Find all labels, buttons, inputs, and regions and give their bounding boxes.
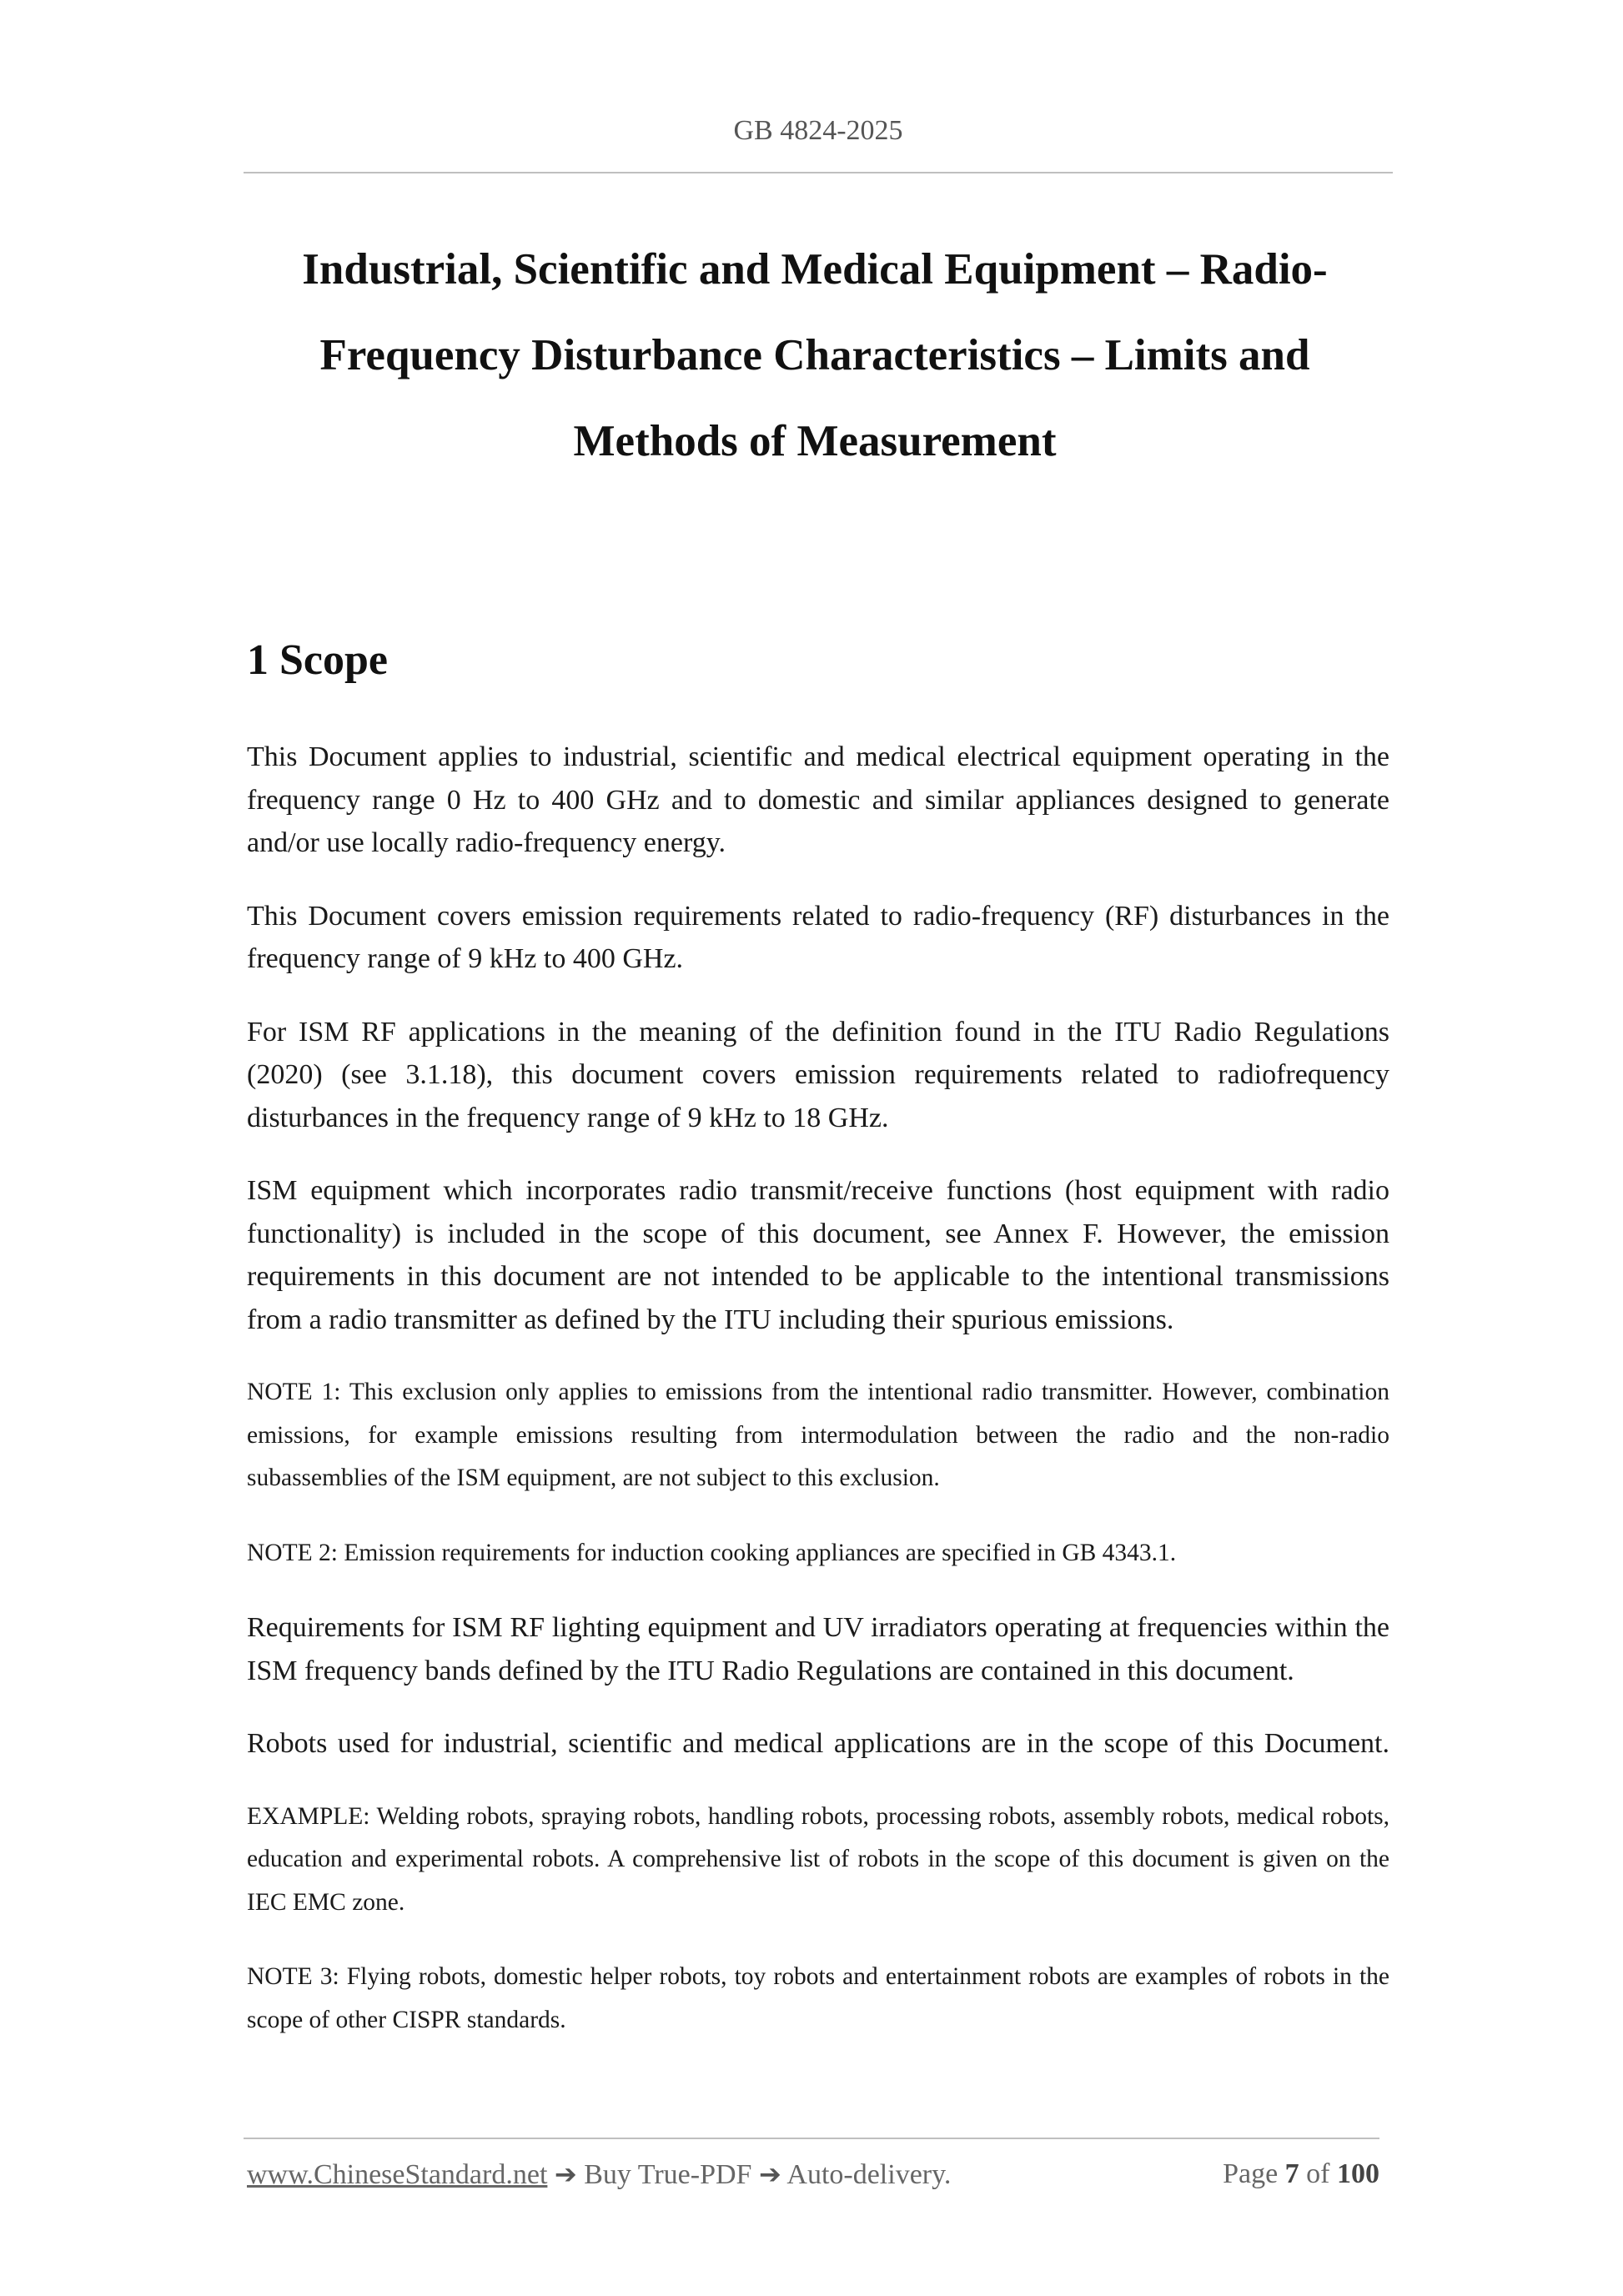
page-indicator	[1223, 2158, 1379, 2190]
header-divider	[244, 172, 1393, 173]
note: NOTE 3: Flying robots, domestic helper robots, toy robots and entertainment robots are examples of robots in the scope of other CISPR standards.	[247, 1963, 1389, 2033]
section-body	[247, 736, 1389, 2073]
paragraph: Robots used for industrial, scientific and medical applications are in the scope of this Document.	[247, 1728, 1389, 1759]
paragraph: This Document applies to industrial, scientific and medical electrical equipment operating in the frequency range 0 Hz to 400 GHz and to domestic and similar appliances designed to generate and/or use locally radio-frequency energy.	[247, 741, 1389, 858]
example: EXAMPLE: Welding robots, spraying robots, handling robots, processing robots, assembly robots, medical robots, education and experimental robots. A comprehensive list of robots in the scope of this document is given on the IEC EMC zone.	[247, 1802, 1389, 1916]
arrow-right-icon: ➔	[554, 2158, 577, 2190]
page-total: 100	[1337, 2158, 1379, 2189]
title-line: Frequency Disturbance Characteristics – Limits and	[319, 331, 1310, 379]
note: NOTE 2: Emission requirements for induction cooking appliances are specified in GB 4343.1.	[247, 1539, 1177, 1566]
paragraph: ISM equipment which incorporates radio transmit/receive functions (host equipment with radio functionality) is included in the scope of this document, see Annex F. However, the emission requirements in this document are not intended to be applicable to the intentional transmissions from a radio transmitter as defined by the ITU including their spurious emissions.	[247, 1175, 1389, 1335]
of-word: of	[1306, 2158, 1330, 2189]
paragraph: This Document covers emission requirements related to radio-frequency (RF) disturbances in the frequency range of 9 kHz to 400 GHz.	[247, 900, 1389, 974]
title-line: Industrial, Scientific and Medical Equipment – Radio-	[302, 245, 1328, 294]
title-line: Methods of Measurement	[573, 417, 1057, 465]
paragraph: For ISM RF applications in the meaning of the definition found in the ITU Radio Regulations (2020) (see 3.1.18), this document covers emission requirements related to radiofrequency disturbances in the frequency range of 9 kHz to 18 GHz.	[247, 1016, 1389, 1133]
page-current: 7	[1284, 2158, 1299, 2189]
running-header: GB 4824-2025	[733, 115, 903, 146]
paragraph: Requirements for ISM RF lighting equipment and UV irradiators operating at frequencies within the ISM frequency bands defined by the ITU Radio Regulations are contained in this document.	[247, 1612, 1389, 1686]
arrow-right-icon: ➔	[758, 2158, 781, 2190]
document-title	[244, 227, 1386, 485]
page-word: Page	[1223, 2158, 1279, 2189]
note: NOTE 1: This exclusion only applies to emissions from the intentional radio transmitter. However, combination emissions, for example emissions resulting from intermodulation between the radio and the non-radio subassemblies of the ISM equipment, are not subject to this exclusion.	[247, 1379, 1389, 1491]
website-link[interactable]: www.ChineseStandard.net	[247, 2159, 548, 2190]
footer-divider	[244, 2138, 1379, 2139]
page-footer	[247, 2158, 1379, 2200]
section-heading: 1 Scope	[247, 636, 388, 684]
buy-text: Buy True-PDF	[584, 2159, 752, 2190]
delivery-text: Auto-delivery.	[786, 2159, 952, 2190]
footer-promo	[247, 2158, 951, 2191]
